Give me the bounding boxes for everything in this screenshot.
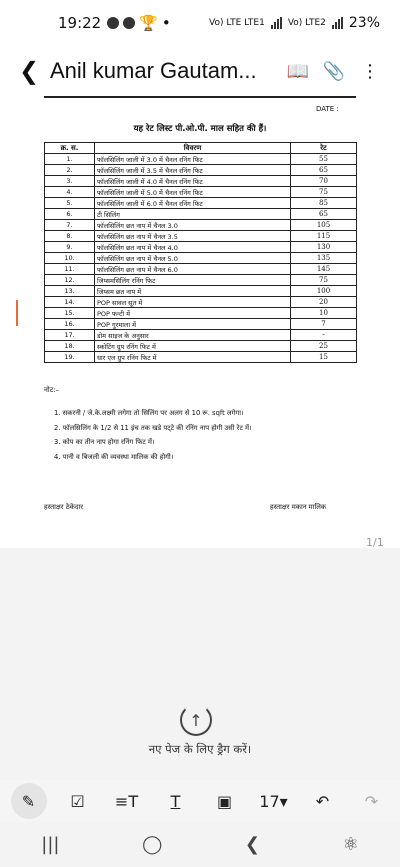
- row-description: जिप्सम छत नाप में: [95, 286, 291, 297]
- table-row: [45, 308, 357, 319]
- drag-new-page-label: नए पेज के लिए ड्रैग करें।: [148, 742, 252, 756]
- row-rate: 20: [291, 297, 357, 308]
- row-serial: 13.: [45, 286, 95, 297]
- table-row: [45, 330, 357, 341]
- row-rate: 70: [291, 176, 357, 187]
- row-rate: 25: [291, 341, 357, 352]
- signal-icon: [271, 17, 282, 29]
- table-row: [45, 187, 357, 198]
- home-icon[interactable]: ◯: [142, 834, 163, 855]
- status-bar: [0, 0, 400, 46]
- row-description: धार एल ग्रुप रनिंग फिट में: [95, 352, 291, 363]
- row-description: फॉलसिलिंग छत नाप में चैनल 6.0: [95, 264, 291, 275]
- row-description: फॉलसिलिंग जाली में 3.5 में चैनल रनिंग फिट: [95, 165, 291, 176]
- row-description: स्कोटिंग ग्रुप रनिंग फिट में: [95, 341, 291, 352]
- sim1-label: Vo) LTE LTE1: [209, 18, 265, 28]
- text-box-icon[interactable]: ▣: [216, 791, 233, 811]
- row-rate: 130: [291, 242, 357, 253]
- row-description: फॉलसिलिंग छत नाप में चैनल 3.0: [95, 220, 291, 231]
- table-row: [45, 176, 357, 187]
- row-serial: 5.: [45, 198, 95, 209]
- row-serial: 18.: [45, 341, 95, 352]
- scroll-marker[interactable]: [16, 300, 18, 326]
- text-format-icon[interactable]: T: [170, 791, 181, 811]
- row-rate: 15: [291, 352, 357, 363]
- row-description: फॉलसिलिंग छत नाप में चैनल 4.0: [95, 242, 291, 253]
- font-size-dropdown[interactable]: 17 ▾: [259, 791, 288, 811]
- row-rate: 55: [291, 154, 357, 165]
- table-row: [45, 209, 357, 220]
- drag-up-icon[interactable]: ↑: [180, 704, 212, 736]
- book-icon[interactable]: 📖: [286, 60, 310, 82]
- row-serial: 19.: [45, 352, 95, 363]
- row-rate: 115: [291, 231, 357, 242]
- row-serial: 17.: [45, 330, 95, 341]
- row-serial: 10.: [45, 253, 95, 264]
- row-serial: 3.: [45, 176, 95, 187]
- page-heading: यह रेट लिस्ट पी.ओ.पी. माल सहित की हैं।: [133, 124, 267, 134]
- row-rate: 10: [291, 308, 357, 319]
- back-icon[interactable]: ❮: [18, 57, 40, 85]
- row-description: जिप्समसिलिंग रनिंग फिट: [95, 275, 291, 286]
- row-serial: 15.: [45, 308, 95, 319]
- app-notification-icon: [123, 17, 135, 29]
- row-description: डोम साइज के अनुसार: [95, 330, 291, 341]
- row-serial: 7.: [45, 220, 95, 231]
- row-serial: 16.: [45, 319, 95, 330]
- row-description: POP फन्टी में: [95, 308, 291, 319]
- rate-table: [44, 142, 357, 363]
- pen-icon[interactable]: ✎: [11, 783, 47, 819]
- row-rate: 75: [291, 187, 357, 198]
- recents-icon[interactable]: |||: [41, 834, 60, 855]
- table-row: [45, 154, 357, 165]
- row-description: फॉलसिलिंग जाली में 5.0 में चैनल रनिंग फिट: [95, 187, 291, 198]
- row-description: फॉलसिलिंग छत नाप में चैनल 5.0: [95, 253, 291, 264]
- redo-icon[interactable]: ↷: [364, 791, 379, 811]
- row-rate: 135: [291, 253, 357, 264]
- status-time: 19:22: [58, 14, 102, 32]
- row-description: फॉलसिलिंग छत नाप में चैनल 3.5: [95, 231, 291, 242]
- accessibility-icon[interactable]: ⚛: [342, 834, 359, 855]
- row-rate: 105: [291, 220, 357, 231]
- table-row: [45, 198, 357, 209]
- row-description: POP गुरमाला में: [95, 319, 291, 330]
- note-item: 2. फॉलसिलिंग के 1/2 से 11 इंच तक खडे पट्‌टे की रनिंग नाप होगी उसी रेट में।: [54, 423, 252, 432]
- back-nav-icon[interactable]: ❮: [244, 834, 260, 855]
- table-row: [45, 220, 357, 231]
- notes-list: [54, 406, 252, 464]
- row-rate: 65: [291, 209, 357, 220]
- note-item: 4. पानी व बिजली की व्यवस्था मालिक की होगी।: [54, 452, 174, 461]
- note-item: 1. सकरनी / जे.के.लक्ष्मी लगेगा तो सिलिंग पर अलग से 10 रू. sqft लगेगा।: [54, 409, 244, 417]
- checkbox-icon[interactable]: ☑: [70, 791, 85, 811]
- row-rate: 85: [291, 198, 357, 209]
- table-row: [45, 275, 357, 286]
- messenger-icon: [107, 17, 119, 29]
- table-row: [45, 341, 357, 352]
- note-item: 3. कोप का तीन नाप होगा रनिंग फिट में।: [54, 438, 155, 446]
- note-title[interactable]: Anil kumar Gautam...: [50, 58, 257, 83]
- row-serial: 1.: [45, 154, 95, 165]
- row-serial: 14.: [45, 297, 95, 308]
- row-serial: 6.: [45, 209, 95, 220]
- document-page[interactable]: [0, 96, 400, 548]
- row-description: फॉलसिलिंग जाली में 6.0 में चैनल रनिंग फिट: [95, 198, 291, 209]
- system-nav-bar: [0, 822, 400, 867]
- text-style-icon[interactable]: ≡T: [114, 791, 139, 811]
- battery-percent: 23%: [348, 15, 380, 31]
- signal-icon-2: [332, 17, 343, 29]
- note-label: नोट:–: [44, 386, 60, 394]
- contractor-signature: हस्ताक्षर ठेकेदार: [44, 503, 84, 511]
- page-indicator: 1/1: [366, 536, 384, 549]
- table-row: [45, 286, 357, 297]
- table-row: [45, 242, 357, 253]
- table-row: [45, 165, 357, 176]
- row-serial: 11.: [45, 264, 95, 275]
- more-options-icon[interactable]: ⋮: [361, 60, 379, 82]
- owner-signature: हस्ताक्षर मकान मालिक: [270, 503, 327, 511]
- row-rate: -: [291, 330, 357, 341]
- row-rate: 145: [291, 264, 357, 275]
- table-row: [45, 231, 357, 242]
- row-serial: 12.: [45, 275, 95, 286]
- more-notifications-dot: •: [161, 14, 171, 32]
- col-header-serial: क्र. स.: [45, 143, 95, 154]
- row-serial: 4.: [45, 187, 95, 198]
- row-description: POP सावल सूत में: [95, 297, 291, 308]
- row-serial: 8.: [45, 231, 95, 242]
- edit-toolbar: [0, 780, 400, 822]
- undo-icon[interactable]: ↶: [315, 791, 330, 811]
- col-header-description: विवरण: [95, 143, 291, 154]
- row-description: टी सिलिंग: [95, 209, 291, 220]
- date-label: DATE :: [316, 105, 339, 113]
- row-rate: 75: [291, 275, 357, 286]
- table-row: [45, 297, 357, 308]
- table-row: [45, 253, 357, 264]
- row-rate: 7: [291, 319, 357, 330]
- attach-icon[interactable]: 📎: [322, 60, 346, 82]
- table-row: [45, 319, 357, 330]
- row-serial: 9.: [45, 242, 95, 253]
- row-description: फॉलसिलिंग जाली में 4.0 में चैनल रनिंग फिट: [95, 176, 291, 187]
- trophy-icon: 🏆: [139, 14, 158, 32]
- row-serial: 2.: [45, 165, 95, 176]
- table-row: [45, 352, 357, 363]
- app-bar: [0, 46, 400, 96]
- row-rate: 100: [291, 286, 357, 297]
- top-rule: [44, 96, 356, 98]
- row-description: फॉलसिलिंग जाली में 3.0 में चैनल रनिंग फिट: [95, 154, 291, 165]
- table-row: [45, 264, 357, 275]
- col-header-rate: रेट: [291, 143, 357, 154]
- sim2-label: Vo) LTE2: [287, 18, 326, 28]
- font-size-value: 17: [259, 791, 280, 811]
- row-rate: 65: [291, 165, 357, 176]
